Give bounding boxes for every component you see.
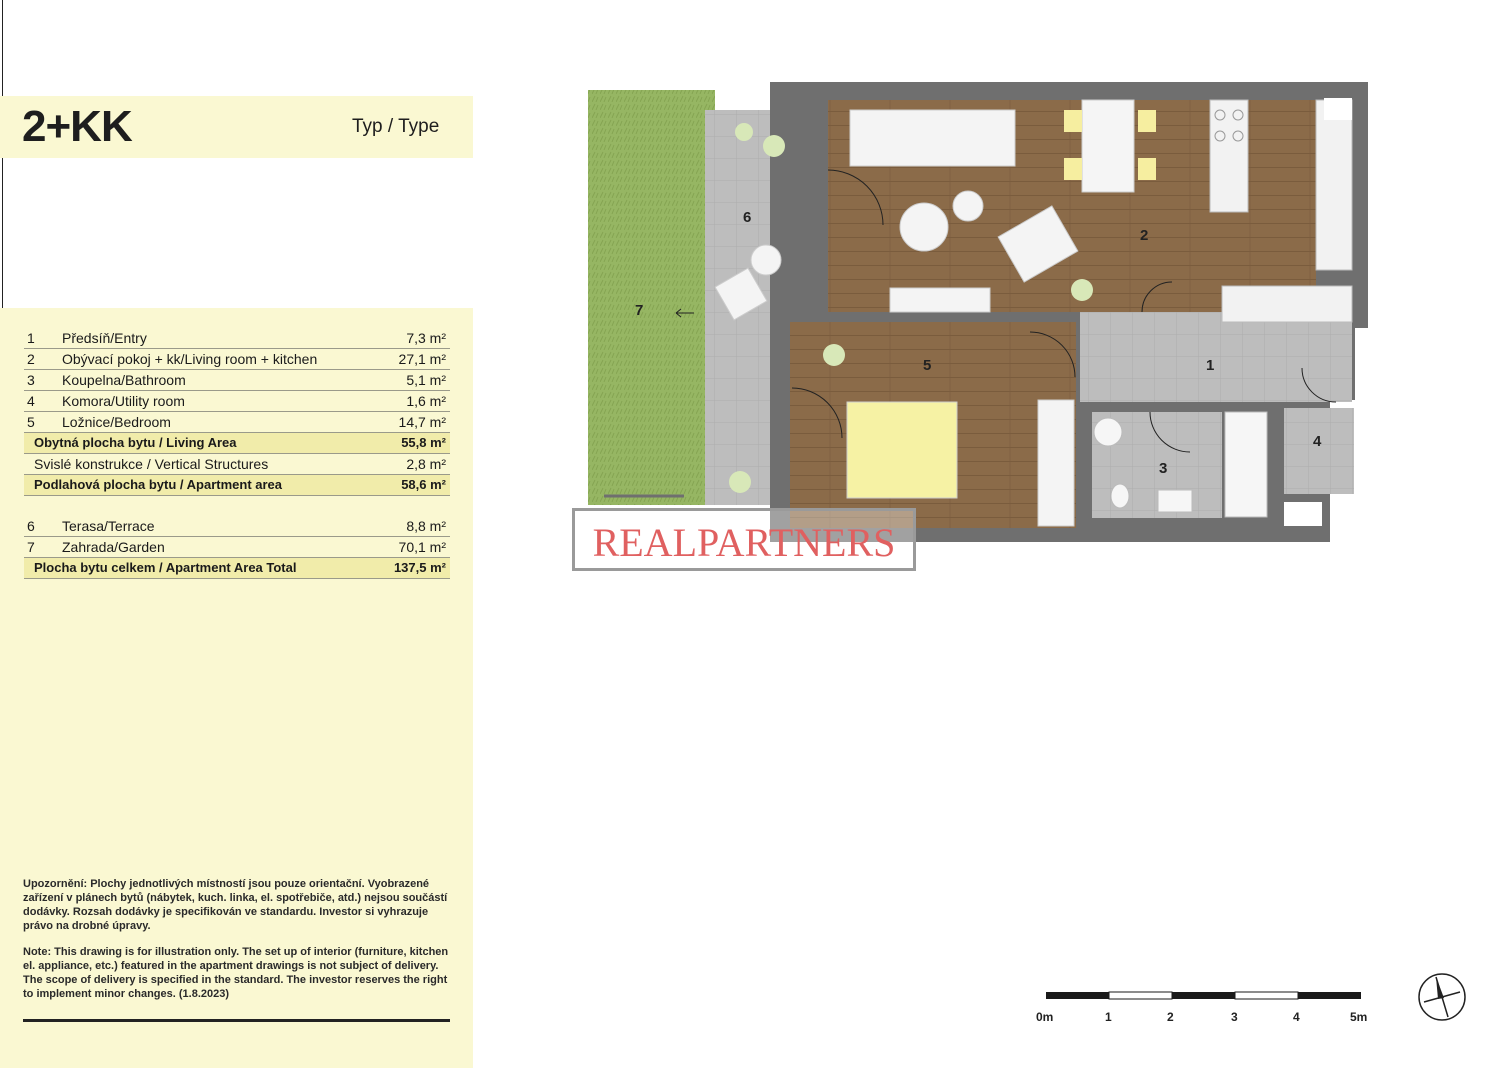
- bed: [847, 402, 957, 498]
- room-label-3: 3: [1159, 460, 1168, 477]
- vertical-structures-row: [24, 454, 450, 475]
- bedroom-wardrobe: [1038, 400, 1074, 526]
- room-area: 1,6 m²: [406, 393, 446, 409]
- outdoor-row: [24, 516, 450, 537]
- watermark-text: REALPARTNERS: [592, 520, 896, 565]
- coffee-table: [900, 203, 948, 251]
- washing-machine: [1094, 418, 1122, 446]
- living-area-row: [24, 433, 450, 454]
- room-area: 14,7 m²: [398, 414, 446, 430]
- plant-icon: [763, 135, 785, 157]
- room-label-1: 1: [1206, 357, 1215, 374]
- tv-unit: [890, 288, 990, 312]
- room-name: Zahrada/Garden: [62, 539, 165, 555]
- room-number: 6: [27, 518, 35, 534]
- vertical-structures-value: 2,8 m²: [406, 456, 446, 472]
- chair: [1138, 158, 1156, 180]
- scale-label: 0m: [1036, 1010, 1054, 1024]
- apartment-area-row: [24, 475, 450, 496]
- outdoor-row: [24, 537, 450, 558]
- scale-segment: [1046, 992, 1109, 999]
- scale-segment: [1235, 992, 1298, 999]
- room-number: 2: [27, 351, 35, 367]
- table-spacer: [24, 496, 450, 516]
- total-area-value: 137,5 m²: [393, 560, 446, 575]
- watermark-box: [572, 508, 916, 571]
- north-arrow-icon: [1416, 972, 1468, 1024]
- apartment-area-label: Podlahová plocha bytu / Apartment area: [34, 477, 283, 492]
- room-number: 3: [27, 372, 35, 388]
- side-table: [953, 191, 983, 221]
- scale-label: 4: [1293, 1010, 1300, 1024]
- room-area: 27,1 m²: [398, 351, 446, 367]
- chair: [1138, 110, 1156, 132]
- room-label-7: 7: [635, 302, 644, 319]
- bottom-rule: [23, 1019, 450, 1022]
- living-area-value: 55,8 m²: [401, 435, 446, 450]
- room-row: [24, 349, 450, 370]
- room-label-5: 5: [923, 357, 932, 374]
- room-label-6: 6: [743, 209, 752, 226]
- room-label-2: 2: [1140, 227, 1149, 244]
- plant-icon: [729, 471, 751, 493]
- room-name: Terasa/Terrace: [62, 518, 155, 534]
- room-area: 5,1 m²: [406, 372, 446, 388]
- room-area: 70,1 m²: [398, 539, 446, 555]
- apartment-type-code: 2+KK: [22, 102, 132, 151]
- utility-floor: [1284, 408, 1354, 494]
- room-row: [24, 370, 450, 391]
- plant-icon: [823, 344, 845, 366]
- kitchen-niche: [1324, 98, 1352, 120]
- apartment-area-value: 58,6 m²: [401, 477, 446, 492]
- washbasin: [1158, 490, 1192, 512]
- scale-segment: [1109, 992, 1172, 999]
- vertical-structures-label: Svislé konstrukce / Vertical Structures: [34, 456, 269, 472]
- room-number: 5: [27, 414, 35, 430]
- room-area: 8,8 m²: [406, 518, 446, 534]
- room-number: 7: [27, 539, 35, 555]
- living-area-label: Obytná plocha bytu / Living Area: [34, 435, 237, 450]
- shaft: [1284, 502, 1322, 526]
- room-row: [24, 412, 450, 433]
- wardrobe: [1222, 286, 1352, 322]
- scale-label: 5m: [1350, 1010, 1368, 1024]
- room-number: 1: [27, 330, 35, 346]
- scale-segment: [1298, 992, 1361, 999]
- room-row: [24, 391, 450, 412]
- chair: [1064, 158, 1082, 180]
- room-label-4: 4: [1313, 433, 1322, 450]
- scale-label: 3: [1231, 1010, 1238, 1024]
- floor-plan: [560, 70, 1380, 570]
- terrace-table: [751, 245, 781, 275]
- chair: [1064, 110, 1082, 132]
- plant-icon: [1071, 279, 1093, 301]
- dining-table: [1082, 100, 1134, 192]
- scale-label: 1: [1105, 1010, 1112, 1024]
- bathtub: [1225, 412, 1267, 517]
- room-name: Komora/Utility room: [62, 393, 185, 409]
- total-area-row: [24, 558, 450, 579]
- type-label: Typ / Type: [352, 116, 440, 137]
- kitchen-counter: [1316, 100, 1352, 270]
- disclaimer-notes: [23, 877, 449, 1013]
- room-name: Obývací pokoj + kk/Living room + kitchen: [62, 351, 318, 367]
- plant-icon: [735, 123, 753, 141]
- sofa: [850, 110, 1015, 166]
- garden-texture: [588, 90, 715, 505]
- scale-segment: [1172, 992, 1235, 999]
- scale-label: 2: [1167, 1010, 1174, 1024]
- entry-floor: [1080, 312, 1352, 402]
- disclaimer-cz: Upozornění: Plochy jednotlivých místností jsou pouze orientační. Vyobrazené zařízení v plánech bytů (nábytek, kuch. linka, el. spotřebiče, atd.) nejsou součástí dodávky. Rozsah dodávky je specifikován ve standardu. Investor si vyhrazuje právo na drobné úpravy.: [23, 878, 448, 932]
- disclaimer-en: Note: This drawing is for illustration only. The set up of interior (furniture, kitchen el. appliance, etc.) featured in the apartment drawings is not subject of delivery. The scope of delivery is specified in the standard. The investor reserves the right to implement minor changes. (1.8.2023): [23, 946, 449, 1000]
- scale-bar: [1030, 990, 1390, 1030]
- room-row: [24, 328, 450, 349]
- room-area: 7,3 m²: [406, 330, 446, 346]
- room-number: 4: [27, 393, 35, 409]
- toilet: [1111, 484, 1129, 508]
- room-name: Předsíň/Entry: [62, 330, 147, 346]
- area-table: [24, 328, 450, 579]
- total-area-label: Plocha bytu celkem / Apartment Area Total: [34, 560, 297, 575]
- room-name: Koupelna/Bathroom: [62, 372, 186, 388]
- room-name: Ložnice/Bedroom: [62, 414, 171, 430]
